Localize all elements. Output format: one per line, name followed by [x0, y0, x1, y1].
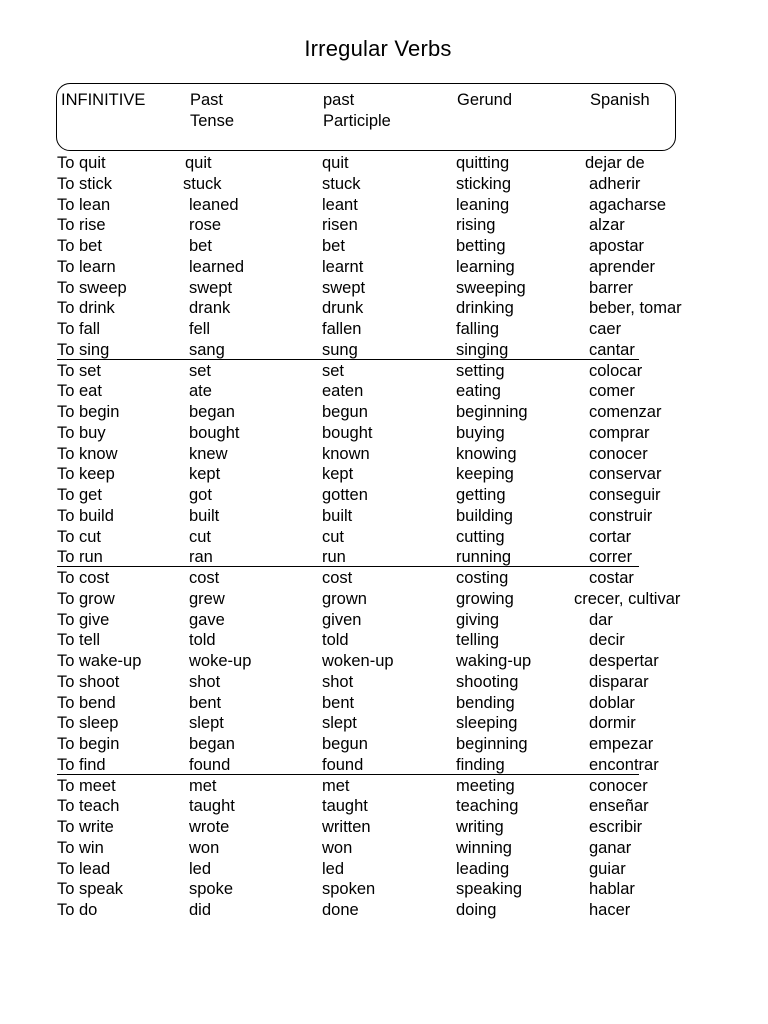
- cell-spanish: escribir: [589, 818, 643, 836]
- cell-spanish: barrer: [589, 278, 634, 297]
- cell-past-participle: begun: [322, 403, 368, 421]
- cell-past-participle: taught: [322, 797, 368, 816]
- cell-past-tense: ate: [189, 382, 212, 401]
- table-row: [0, 859, 768, 880]
- cell-spanish: despertar: [589, 652, 659, 670]
- cell-spanish: hablar: [589, 880, 635, 899]
- cell-gerund: singing: [456, 340, 509, 359]
- cell-past-participle: met: [322, 776, 350, 795]
- cell-gerund: running: [456, 548, 512, 567]
- group-divider: [57, 359, 639, 360]
- cell-gerund: writing: [456, 818, 504, 836]
- header-past-participle: past Participle: [323, 91, 391, 130]
- cell-infinitive: To bend: [57, 693, 116, 712]
- cell-gerund: eating: [456, 382, 501, 401]
- cell-infinitive: To wake-up: [57, 652, 142, 670]
- table-row: [0, 900, 768, 921]
- cell-past-tense: told: [189, 631, 216, 650]
- cell-past-tense: swept: [189, 278, 233, 297]
- table-row: [0, 153, 768, 174]
- cell-past-tense: got: [189, 486, 212, 504]
- table-row: [0, 506, 768, 527]
- table-row: [0, 755, 768, 776]
- cell-past-tense: bet: [189, 237, 212, 255]
- group-divider: [57, 774, 639, 775]
- cell-past-tense: grew: [189, 589, 225, 608]
- cell-spanish: enseñar: [589, 797, 649, 816]
- cell-past-tense: cost: [189, 569, 220, 587]
- cell-gerund: beginning: [456, 403, 528, 421]
- cell-spanish: beber, tomar: [589, 299, 682, 318]
- cell-infinitive: To sing: [57, 340, 110, 359]
- cell-spanish: crecer, cultivar: [574, 589, 681, 608]
- cell-past-tense: drank: [189, 299, 231, 318]
- cell-infinitive: To fall: [57, 320, 101, 338]
- cell-infinitive: To bet: [57, 237, 102, 255]
- table-row: [0, 298, 768, 319]
- cell-spanish: aprender: [589, 257, 656, 276]
- verb-table: [0, 153, 768, 921]
- cell-gerund: building: [456, 506, 513, 525]
- cell-gerund: leaning: [456, 195, 510, 214]
- cell-past-participle: spoken: [322, 880, 376, 899]
- cell-infinitive: To lead: [57, 859, 111, 878]
- cell-gerund: bending: [456, 693, 515, 712]
- cell-spanish: cortar: [589, 527, 632, 546]
- cell-spanish: empezar: [589, 735, 654, 753]
- cell-infinitive: To sweep: [57, 278, 127, 297]
- table-row: [0, 651, 768, 672]
- cell-past-tense: spoke: [189, 880, 234, 899]
- cell-past-participle: done: [322, 901, 359, 919]
- cell-past-participle: known: [322, 444, 370, 463]
- cell-spanish: decir: [589, 631, 625, 650]
- cell-gerund: winning: [456, 838, 512, 857]
- cell-past-participle: cost: [322, 569, 353, 587]
- cell-past-participle: run: [322, 548, 346, 567]
- cell-past-tense: quit: [185, 154, 212, 172]
- cell-gerund: costing: [456, 569, 509, 587]
- cell-past-tense: wrote: [189, 818, 230, 836]
- cell-gerund: sleeping: [456, 714, 518, 733]
- cell-gerund: beginning: [456, 735, 528, 753]
- cell-gerund: learning: [456, 257, 515, 276]
- cell-past-participle: shot: [322, 672, 354, 691]
- cell-gerund: meeting: [456, 776, 515, 795]
- table-row: [0, 776, 768, 797]
- cell-past-participle: slept: [322, 714, 357, 733]
- cell-infinitive: To begin: [57, 735, 120, 753]
- cell-spanish: caer: [589, 320, 622, 338]
- cell-past-tense: won: [189, 838, 220, 857]
- cell-past-participle: learnt: [322, 257, 364, 276]
- cell-spanish: comenzar: [589, 403, 662, 421]
- cell-past-tense: leaned: [189, 195, 239, 214]
- cell-past-tense: set: [189, 361, 212, 380]
- cell-gerund: growing: [456, 589, 514, 608]
- cell-spanish: alzar: [589, 216, 625, 235]
- cell-spanish: hacer: [589, 901, 631, 919]
- cell-infinitive: To grow: [57, 589, 115, 608]
- table-row: [0, 236, 768, 257]
- cell-spanish: doblar: [589, 693, 635, 712]
- cell-past-tense: fell: [189, 320, 211, 338]
- cell-past-participle: written: [322, 818, 371, 836]
- table-row: [0, 464, 768, 485]
- cell-past-participle: eaten: [322, 382, 364, 401]
- cell-infinitive: To rise: [57, 216, 106, 235]
- cell-past-tense: cut: [189, 527, 212, 546]
- cell-spanish: guiar: [589, 859, 626, 878]
- table-row: [0, 589, 768, 610]
- cell-gerund: falling: [456, 320, 500, 338]
- cell-infinitive: To win: [57, 838, 104, 857]
- cell-infinitive: To know: [57, 444, 118, 463]
- cell-past-participle: sung: [322, 340, 358, 359]
- table-row: [0, 485, 768, 506]
- cell-gerund: speaking: [456, 880, 523, 899]
- cell-past-tense: stuck: [183, 174, 222, 193]
- cell-gerund: buying: [456, 423, 505, 442]
- page-title: Irregular Verbs: [304, 36, 452, 61]
- cell-infinitive: To find: [57, 755, 106, 774]
- cell-spanish: encontrar: [589, 755, 659, 774]
- cell-past-tense: gave: [189, 610, 225, 629]
- table-row: [0, 361, 768, 382]
- cell-gerund: teaching: [456, 797, 519, 816]
- table-row: [0, 195, 768, 216]
- cell-past-tense: led: [189, 859, 212, 878]
- cell-past-tense: sang: [189, 340, 225, 359]
- cell-spanish: conocer: [589, 444, 648, 463]
- cell-past-tense: slept: [189, 714, 224, 733]
- table-row: [0, 215, 768, 236]
- cell-past-tense: ran: [189, 548, 213, 567]
- cell-infinitive: To speak: [57, 880, 124, 899]
- cell-past-tense: bought: [189, 423, 240, 442]
- cell-past-participle: found: [322, 755, 364, 774]
- cell-past-participle: bent: [322, 693, 355, 712]
- cell-infinitive: To learn: [57, 257, 116, 276]
- cell-infinitive: To write: [57, 818, 114, 836]
- table-row: [0, 693, 768, 714]
- cell-past-tense: did: [189, 901, 212, 919]
- cell-infinitive: To sleep: [57, 714, 119, 733]
- table-row: [0, 547, 768, 568]
- cell-gerund: shooting: [456, 672, 519, 691]
- cell-spanish: dar: [589, 610, 613, 629]
- cell-past-participle: swept: [322, 278, 366, 297]
- table-row: [0, 796, 768, 817]
- cell-gerund: betting: [456, 237, 506, 255]
- cell-spanish: correr: [589, 548, 633, 567]
- cell-infinitive: To lean: [57, 195, 111, 214]
- table-row: [0, 879, 768, 900]
- table-row: [0, 174, 768, 195]
- table-row: [0, 630, 768, 651]
- cell-infinitive: To do: [57, 901, 98, 919]
- cell-infinitive: To stick: [57, 174, 113, 193]
- group-divider: [57, 566, 639, 567]
- table-row: [0, 444, 768, 465]
- cell-infinitive: To set: [57, 361, 102, 380]
- cell-infinitive: To quit: [57, 154, 106, 172]
- cell-past-participle: won: [322, 838, 353, 857]
- cell-infinitive: To cost: [57, 569, 110, 587]
- cell-gerund: doing: [456, 901, 497, 919]
- table-row: [0, 734, 768, 755]
- cell-gerund: rising: [456, 216, 496, 235]
- cell-infinitive: To build: [57, 506, 114, 525]
- cell-gerund: getting: [456, 486, 506, 504]
- cell-infinitive: To run: [57, 548, 103, 567]
- cell-past-participle: bet: [322, 237, 345, 255]
- cell-infinitive: To cut: [57, 527, 102, 546]
- header-spanish: Spanish: [590, 91, 650, 109]
- cell-spanish: costar: [589, 569, 634, 587]
- cell-spanish: apostar: [589, 237, 645, 255]
- cell-spanish: conocer: [589, 776, 648, 795]
- table-row: [0, 257, 768, 278]
- cell-past-participle: woken-up: [322, 652, 394, 670]
- cell-past-participle: built: [322, 506, 353, 525]
- cell-past-participle: quit: [322, 154, 349, 172]
- table-row: [0, 672, 768, 693]
- cell-gerund: knowing: [456, 444, 517, 463]
- cell-spanish: colocar: [589, 361, 643, 380]
- cell-past-participle: cut: [322, 527, 345, 546]
- cell-spanish: construir: [589, 506, 653, 525]
- cell-gerund: cutting: [456, 527, 505, 546]
- cell-past-participle: leant: [322, 195, 358, 214]
- cell-infinitive: To drink: [57, 299, 115, 318]
- table-row: [0, 568, 768, 589]
- cell-spanish: conseguir: [589, 486, 661, 504]
- cell-gerund: setting: [456, 361, 505, 380]
- cell-past-participle: fallen: [322, 320, 362, 338]
- cell-past-participle: set: [322, 361, 345, 380]
- cell-spanish: cantar: [589, 340, 635, 359]
- cell-spanish: adherir: [589, 174, 641, 193]
- cell-gerund: waking-up: [456, 652, 532, 670]
- cell-gerund: sticking: [456, 174, 512, 193]
- table-row: [0, 278, 768, 299]
- cell-past-tense: built: [189, 506, 220, 525]
- cell-infinitive: To eat: [57, 382, 102, 401]
- header-infinitive: INFINITIVE: [61, 91, 146, 109]
- cell-past-participle: bought: [322, 423, 373, 442]
- cell-gerund: sweeping: [456, 278, 526, 297]
- cell-spanish: dormir: [589, 714, 636, 733]
- cell-spanish: conservar: [589, 465, 662, 484]
- header-gerund: Gerund: [457, 91, 513, 109]
- cell-past-tense: knew: [189, 444, 228, 463]
- table-row: [0, 340, 768, 361]
- cell-past-participle: grown: [322, 589, 367, 608]
- cell-spanish: comprar: [589, 423, 650, 442]
- cell-infinitive: To get: [57, 486, 102, 504]
- cell-infinitive: To begin: [57, 403, 120, 421]
- cell-past-tense: kept: [189, 465, 221, 484]
- cell-past-tense: began: [189, 735, 235, 753]
- cell-past-participle: begun: [322, 735, 368, 753]
- cell-past-participle: drunk: [322, 299, 364, 318]
- cell-gerund: drinking: [456, 299, 514, 318]
- cell-gerund: telling: [456, 631, 500, 650]
- cell-past-tense: learned: [189, 257, 245, 276]
- cell-spanish: ganar: [589, 838, 632, 857]
- cell-past-participle: gotten: [322, 486, 368, 504]
- cell-infinitive: To teach: [57, 797, 120, 816]
- cell-infinitive: To tell: [57, 631, 101, 650]
- table-row: [0, 610, 768, 631]
- table-row: [0, 402, 768, 423]
- cell-infinitive: To give: [57, 610, 110, 629]
- table-row: [0, 381, 768, 402]
- cell-infinitive: To keep: [57, 465, 115, 484]
- cell-gerund: leading: [456, 859, 510, 878]
- cell-past-tense: began: [189, 403, 235, 421]
- cell-spanish: disparar: [589, 672, 649, 691]
- cell-past-participle: stuck: [322, 174, 361, 193]
- table-row: [0, 319, 768, 340]
- cell-past-tense: bent: [189, 693, 222, 712]
- table-row: [0, 838, 768, 859]
- cell-past-participle: led: [322, 859, 345, 878]
- cell-past-participle: risen: [322, 216, 358, 235]
- table-row: [0, 817, 768, 838]
- header-past-tense: Past Tense: [190, 91, 235, 130]
- cell-past-tense: found: [189, 755, 231, 774]
- cell-spanish: comer: [589, 382, 635, 401]
- cell-past-tense: rose: [189, 216, 222, 235]
- cell-infinitive: To shoot: [57, 672, 120, 691]
- cell-past-tense: woke-up: [189, 652, 252, 670]
- cell-past-tense: taught: [189, 797, 235, 816]
- cell-past-participle: given: [322, 610, 362, 629]
- cell-past-tense: met: [189, 776, 217, 795]
- cell-spanish: dejar de: [585, 154, 645, 172]
- cell-gerund: giving: [456, 610, 500, 629]
- cell-past-tense: shot: [189, 672, 221, 691]
- cell-past-participle: told: [322, 631, 349, 650]
- table-row: [0, 527, 768, 548]
- cell-gerund: quitting: [456, 154, 510, 172]
- table-row: [0, 713, 768, 734]
- cell-gerund: keeping: [456, 465, 514, 484]
- table-row: [0, 423, 768, 444]
- cell-infinitive: To meet: [57, 776, 116, 795]
- cell-past-participle: kept: [322, 465, 354, 484]
- cell-gerund: finding: [456, 755, 505, 774]
- cell-infinitive: To buy: [57, 423, 106, 442]
- cell-spanish: agacharse: [589, 195, 667, 214]
